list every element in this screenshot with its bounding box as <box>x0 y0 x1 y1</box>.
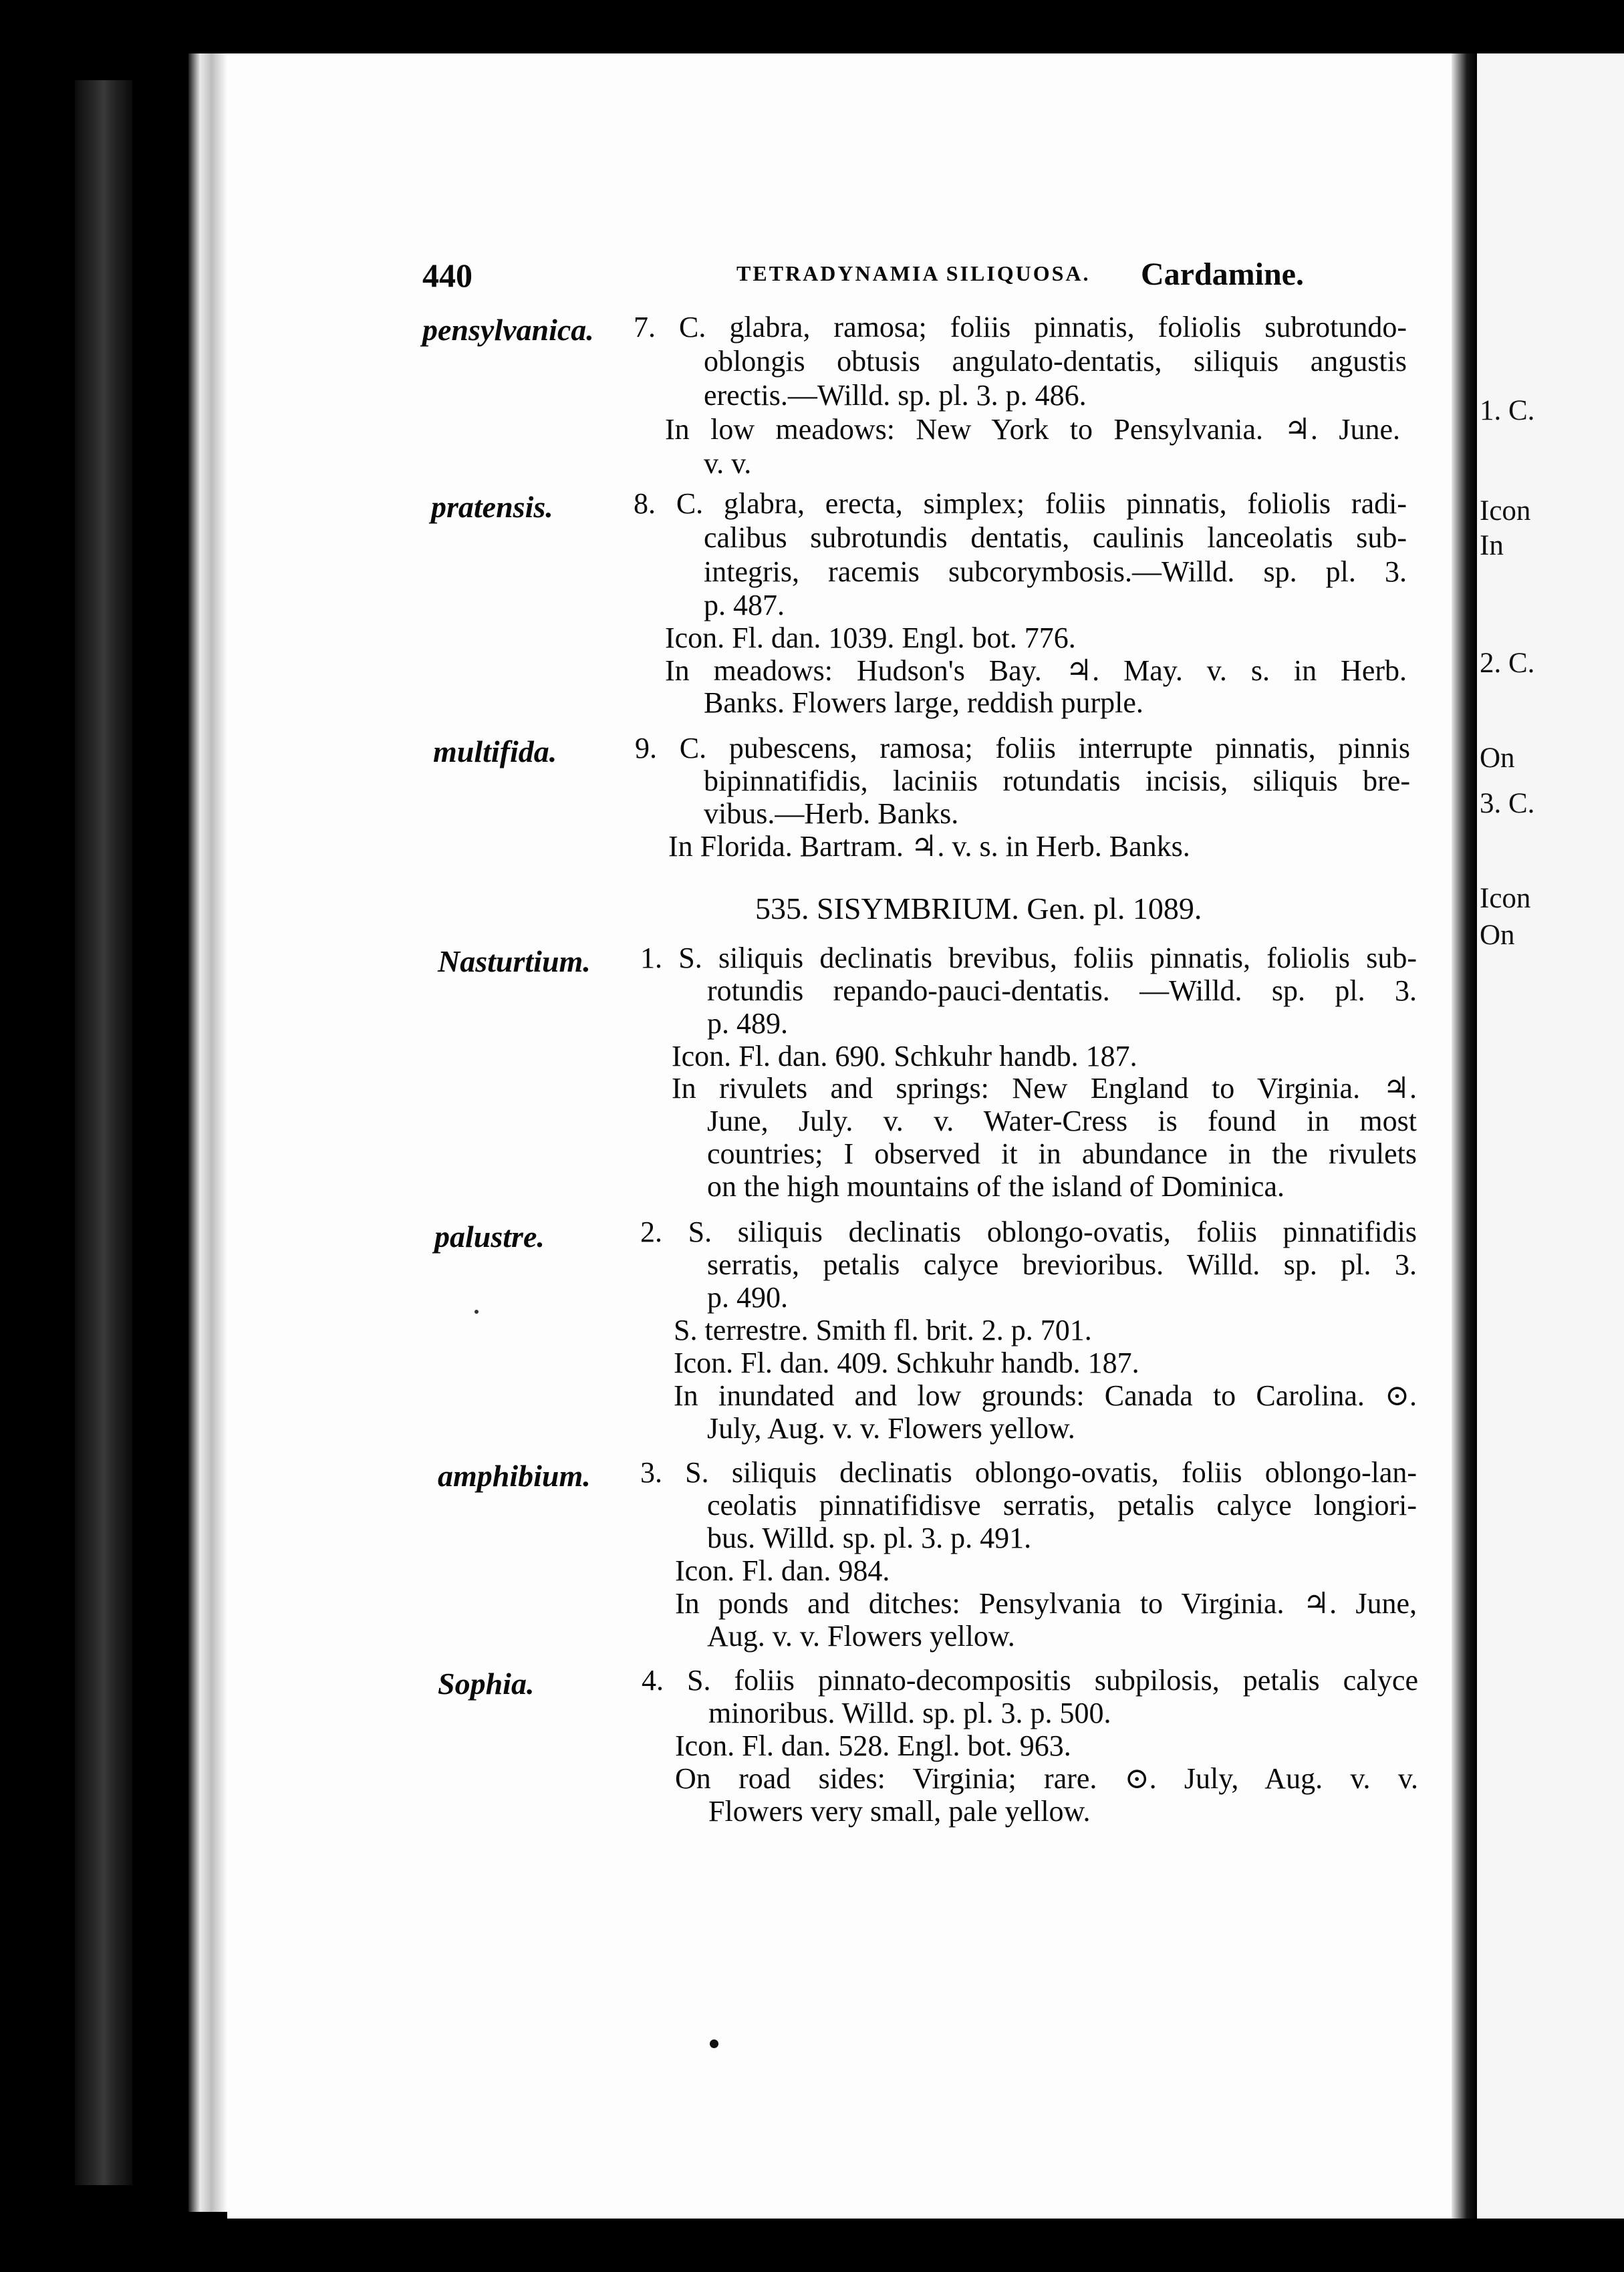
entry-line: erectis.—Willd. sp. pl. 3. p. 486. <box>704 379 1087 412</box>
facing-fragment: 1. C. <box>1480 395 1535 426</box>
species-name: palustre. <box>434 1220 545 1254</box>
entry-line: In rivulets and springs: New England to Virginia. ♃. <box>672 1072 1417 1105</box>
page-number: 440 <box>422 257 472 294</box>
book-spine <box>75 80 132 2185</box>
entry-line: v. v. <box>704 447 752 480</box>
entry-line: on the high mountains of the island of Dominica. <box>707 1170 1284 1203</box>
entry-line: bipinnatifidis, laciniis rotundatis incisis, siliquis bre- <box>704 764 1410 797</box>
species-name: pensylvanica. <box>422 313 594 347</box>
entry-line: In low meadows: New York to Pensylvania. ♃. June. <box>665 413 1400 446</box>
entry-line: Icon. Fl. dan. 528. Engl. bot. 963. <box>675 1729 1071 1762</box>
facing-fragment: 3. C. <box>1480 788 1535 819</box>
facing-fragment: Icon <box>1480 883 1531 914</box>
entry-line: p. 490. <box>707 1281 788 1314</box>
entry-line: 4. S. foliis pinnato-decompositis subpilosis, petalis calyce <box>642 1664 1418 1697</box>
gutter-shadow <box>1452 53 1477 2219</box>
genus-heading: 535. SISYMBRIUM. Gen. pl. 1089. <box>755 891 1202 926</box>
entry-line: serratis, petalis calyce brevioribus. Willd. sp. pl. 3. <box>707 1248 1417 1281</box>
entry-line: vibus.—Herb. Banks. <box>704 797 959 830</box>
entry-line: 9. C. pubescens, ramosa; foliis interrupte pinnatis, pinnis <box>635 732 1410 764</box>
entry-line: 2. S. siliquis declinatis oblongo-ovatis, foliis pinnatifidis <box>640 1216 1417 1248</box>
entry-line: rotundis repando-pauci-dentatis. —Willd. sp. pl. 3. <box>707 974 1417 1007</box>
facing-fragment: In <box>1480 530 1504 561</box>
entry-line: ceolatis pinnatifidisve serratis, petalis calyce longiori- <box>707 1489 1417 1522</box>
entry-line: 7. C. glabra, ramosa; foliis pinnatis, foliolis subrotundo- <box>634 311 1407 343</box>
entry-line: Flowers very small, pale yellow. <box>708 1795 1091 1828</box>
entry-line: 8. C. glabra, erecta, simplex; foliis pinnatis, foliolis radi- <box>634 487 1407 520</box>
facing-fragment: On <box>1480 742 1515 774</box>
running-title: TETRADYNAMIA SILIQUOSA. <box>736 261 1091 285</box>
species-name: multifida. <box>433 734 557 768</box>
species-name: Nasturtium. <box>438 944 591 978</box>
entry-line: On road sides: Virginia; rare. ⊙. July, Aug. v. v. <box>675 1762 1418 1795</box>
facing-page <box>1477 53 1624 2219</box>
genus-title: Cardamine. <box>1141 257 1304 292</box>
ink-speck <box>710 2039 718 2048</box>
entry-line: Icon. Fl. dan. 984. <box>675 1554 890 1587</box>
entry-line: In meadows: Hudson's Bay. ♃. May. v. s. in Herb. <box>665 654 1407 687</box>
facing-fragment: Icon <box>1480 495 1531 527</box>
entry-line: 1. S. siliquis declinatis brevibus, foliis pinnatis, foliolis sub- <box>640 942 1417 974</box>
entry-line: Icon. Fl. dan. 1039. Engl. bot. 776. <box>665 621 1076 654</box>
entry-line: Aug. v. v. Flowers yellow. <box>707 1620 1015 1653</box>
page-edges <box>188 53 227 2212</box>
entry-line: July, Aug. v. v. Flowers yellow. <box>707 1412 1075 1445</box>
entry-line: p. 487. <box>704 589 785 621</box>
entry-line: minoribus. Willd. sp. pl. 3. p. 500. <box>708 1697 1111 1729</box>
species-name: Sophia. <box>438 1667 535 1701</box>
entry-line: 3. S. siliquis declinatis oblongo-ovatis, foliis oblongo-lan- <box>640 1456 1417 1489</box>
entry-line: In Florida. Bartram. ♃. v. s. in Herb. Banks. <box>668 830 1190 863</box>
entry-line: In inundated and low grounds: Canada to Carolina. ⊙. <box>674 1379 1417 1412</box>
entry-line: June, July. v. v. Water-Cress is found in most <box>707 1105 1417 1137</box>
entry-line: Icon. Fl. dan. 690. Schkuhr handb. 187. <box>672 1040 1137 1073</box>
entry-line: countries; I observed it in abundance in the rivulets <box>707 1137 1417 1170</box>
entry-line: S. terrestre. Smith fl. brit. 2. p. 701. <box>674 1314 1092 1346</box>
species-name: amphibium. <box>438 1459 591 1493</box>
entry-line: oblongis obtusis angulato-dentatis, siliquis angustis <box>704 345 1407 378</box>
entry-line: integris, racemis subcorymbosis.—Willd. sp. pl. 3. <box>704 555 1407 588</box>
entry-line: Icon. Fl. dan. 409. Schkuhr handb. 187. <box>674 1346 1139 1379</box>
book-binding <box>0 0 231 2272</box>
facing-fragment: On <box>1480 919 1515 951</box>
entry-line: Banks. Flowers large, reddish purple. <box>704 686 1143 719</box>
entry-line: In ponds and ditches: Pensylvania to Virginia. ♃. June, <box>675 1587 1417 1620</box>
entry-line: p. 489. <box>707 1007 788 1040</box>
entry-line: calibus subrotundis dentatis, caulinis lanceolatis sub- <box>704 521 1407 554</box>
entry-line: bus. Willd. sp. pl. 3. p. 491. <box>707 1522 1032 1554</box>
species-name: pratensis. <box>431 490 553 524</box>
ink-speck <box>475 1310 479 1314</box>
facing-fragment: 2. C. <box>1480 648 1535 679</box>
running-head <box>422 256 1304 296</box>
